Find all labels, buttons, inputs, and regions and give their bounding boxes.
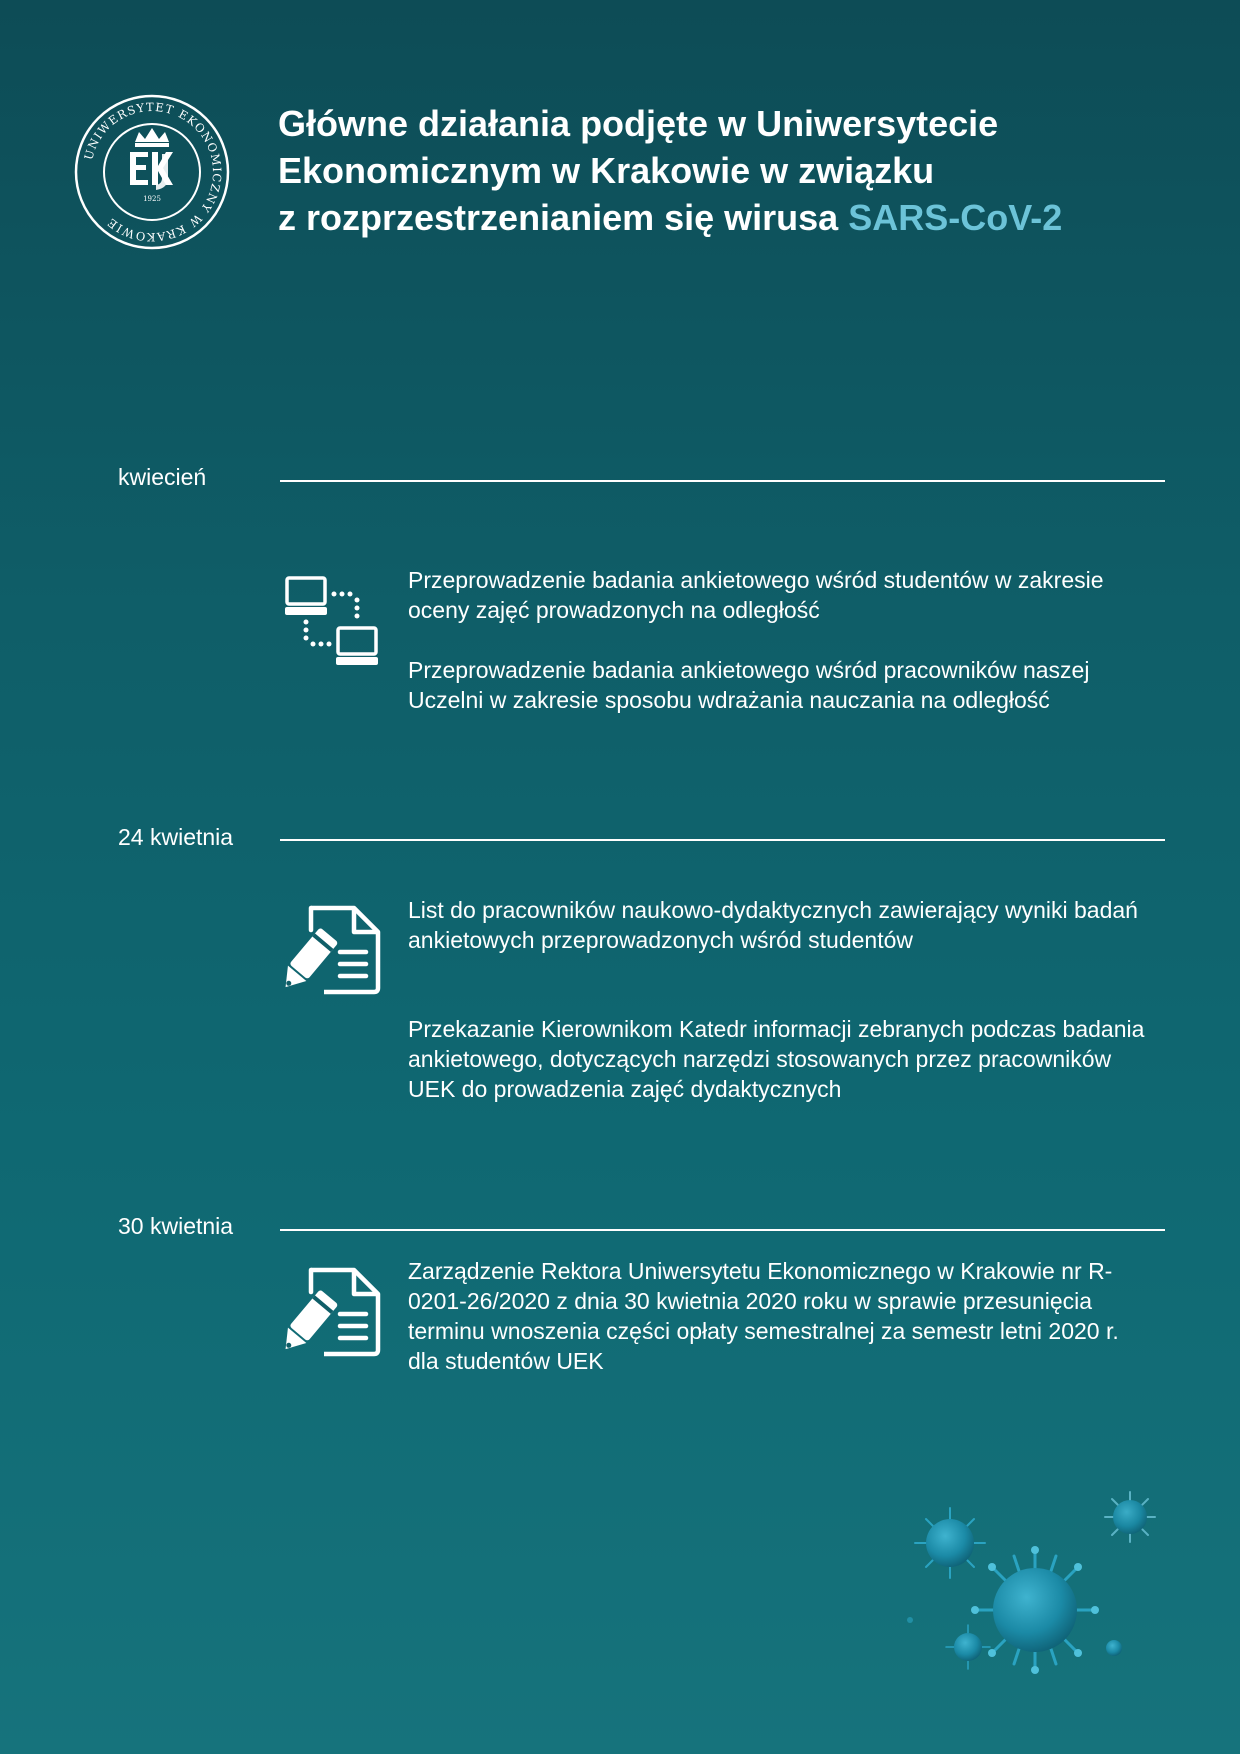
timeline-item-text: Przekazanie Kierownikom Katedr informacji zebranych podczas badania ankietowego, dotyczących narzędzi stosowanych przez pracowników UEK do prowadzenia zajęć dydaktycznych	[408, 1016, 1145, 1102]
document-pen-icon	[284, 1262, 384, 1362]
period-label-kwiecien: kwiecień	[118, 464, 207, 490]
timeline-item-text: Zarządzenie Rektora Uniwersytetu Ekonomicznego w Krakowie nr R-0201-26/2020 z dnia 30 kwietnia 2020 roku w sprawie przesunięcia terminu wnoszenia części opłaty semestralnej za semestr letni 2020 r. dla studentów UEK	[408, 1258, 1119, 1374]
title-line-1: Główne działania podjęte w Uniwersytecie	[278, 103, 999, 144]
title-accent: SARS-CoV-2	[848, 197, 1063, 238]
logo-ring-text: UNIWERSYTET EKONOMICZNY W KRAKOWIE	[81, 99, 225, 245]
section-divider	[280, 1229, 1165, 1231]
logo-year: 1925	[143, 195, 161, 203]
section-divider	[280, 839, 1165, 841]
section-divider	[280, 480, 1165, 482]
timeline-item-text: Przeprowadzenie badania ankietowego wśród studentów w zakresie oceny zajęć prowadzonych na odległość	[408, 567, 1104, 623]
timeline-item-text: List do pracowników naukowo-dydaktycznych zawierający wyniki badań ankietowych przeprowadzonych wśród studentów	[408, 897, 1138, 953]
university-logo	[74, 94, 230, 250]
document-pen-icon	[284, 900, 384, 1000]
page-title	[278, 100, 1178, 241]
period-label-24-kwietnia: 24 kwietnia	[118, 824, 234, 850]
virus-icon	[880, 1490, 1180, 1680]
timeline-item-text: Przeprowadzenie badania ankietowego wśród pracowników naszej Uczelni w zakresie sposobu wdrażania nauczania na odległość	[408, 657, 1090, 713]
computers-network-icon	[284, 572, 384, 672]
period-label-30-kwietnia: 30 kwietnia	[118, 1213, 234, 1239]
title-line-2: Ekonomicznym w Krakowie w związku	[278, 150, 935, 191]
title-line-3: z rozprzestrzenianiem się wirusa	[278, 197, 849, 238]
